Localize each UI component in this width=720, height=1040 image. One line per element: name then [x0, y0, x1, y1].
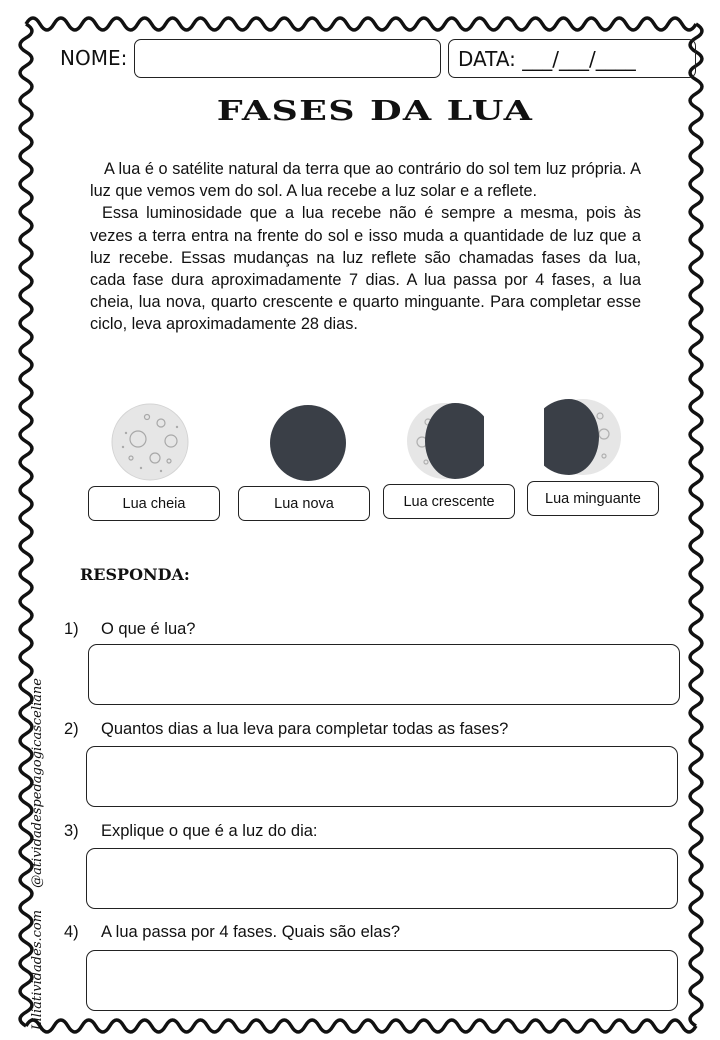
phase-label-waxing: Lua crescente: [383, 484, 515, 519]
new-moon-icon: [269, 404, 347, 482]
question-1: 1) O que é lua?: [64, 620, 196, 638]
answer-box-1[interactable]: [88, 644, 680, 705]
name-field[interactable]: [134, 39, 441, 78]
respond-heading: RESPONDA:: [80, 565, 190, 584]
page-title: FASES DA LUA: [216, 96, 534, 127]
question-3: 3) Explique o que é a luz do dia:: [64, 822, 318, 840]
name-label: NOME:: [60, 46, 128, 70]
answer-box-2[interactable]: [86, 746, 678, 807]
waning-moon-icon: [544, 398, 622, 476]
phase-label-full: Lua cheia: [88, 486, 220, 521]
border-wave: [26, 18, 696, 30]
phase-label-waning: Lua minguante: [527, 481, 659, 516]
paragraph: A lua é o satélite natural da terra que ao contrário do sol tem luz própria. A luz que vemos vem do sol. A lua recebe a luz solar e a reflete.: [90, 160, 641, 201]
date-label: DATA: ___/___/____: [458, 47, 636, 71]
watermark: Liliatividades.com@atividadespedagogicasceliane: [30, 678, 45, 1030]
border-wave: [690, 24, 702, 1026]
paragraph: Essa luminosidade que a lua recebe não é sempre a mesma, pois às vezes a terra entra na frente do sol e isso muda a quantidade de luz que a luz recebe. Essas mudanças na luz reflete são chamadas fases da lua, cada fase dura aproximadamente 7 dias. A lua passa por 4 fases, a lua cheia, lua nova, quarto crescente e quarto minguante. Para completar esse ciclo, leva aproximadamente 28 dias.: [90, 204, 641, 334]
answer-box-4[interactable]: [86, 950, 678, 1011]
question-4: 4) A lua passa por 4 fases. Quais são elas?: [64, 923, 401, 941]
question-2: 2) Quantos dias a lua leva para completar todas as fases?: [64, 720, 509, 738]
full-moon-icon: [111, 403, 189, 481]
phase-label-new: Lua nova: [238, 486, 370, 521]
intro-text: [90, 158, 641, 336]
border-wave: [26, 1020, 696, 1032]
answer-box-3[interactable]: [86, 848, 678, 909]
waxing-moon-icon: [406, 402, 484, 480]
